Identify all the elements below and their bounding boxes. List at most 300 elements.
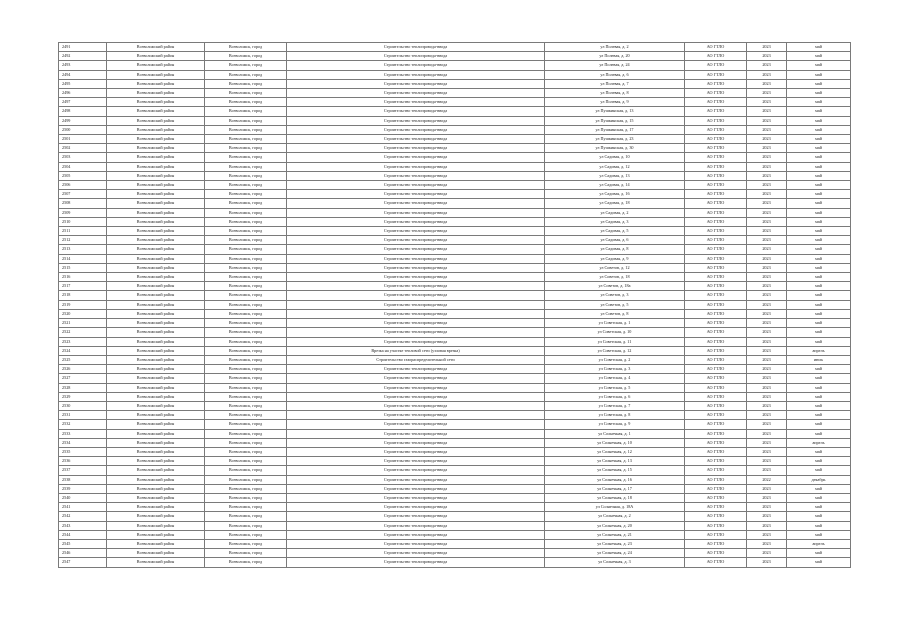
month-cell: апрель xyxy=(787,539,851,548)
row-number-cell: 2522 xyxy=(59,328,107,337)
district-cell: Всеволожский район xyxy=(107,355,205,364)
district-cell: Всеволожский район xyxy=(107,217,205,226)
locality-cell: Всеволожск, город xyxy=(205,457,287,466)
locality-cell: Всеволожск, город xyxy=(205,245,287,254)
year-cell: 2023 xyxy=(747,98,787,107)
address-cell: ул Пушкинская, д. 15 xyxy=(545,116,685,125)
work-type-cell: Строительство теплопровода-ввода xyxy=(287,61,545,70)
month-cell: май xyxy=(787,171,851,180)
row-number-cell: 2531 xyxy=(59,411,107,420)
row-number-cell: 2526 xyxy=(59,365,107,374)
organization-cell: АО ГТЛО xyxy=(685,263,747,272)
locality-cell: Всеволожск, город xyxy=(205,254,287,263)
address-cell: ул Солнечная, д. 15 xyxy=(545,466,685,475)
month-cell: май xyxy=(787,190,851,199)
year-cell: 2023 xyxy=(747,43,787,52)
district-cell: Всеволожский район xyxy=(107,512,205,521)
locality-cell: Всеволожск, город xyxy=(205,558,287,567)
month-cell: май xyxy=(787,300,851,309)
year-cell: 2023 xyxy=(747,411,787,420)
row-number-cell: 2529 xyxy=(59,392,107,401)
locality-cell: Всеволожск, город xyxy=(205,401,287,410)
year-cell: 2023 xyxy=(747,116,787,125)
district-cell: Всеволожский район xyxy=(107,539,205,548)
year-cell: 2023 xyxy=(747,493,787,502)
month-cell: май xyxy=(787,227,851,236)
locality-cell: Всеволожск, город xyxy=(205,282,287,291)
year-cell: 2023 xyxy=(747,254,787,263)
work-type-cell: Строительство теплопровода-ввода xyxy=(287,411,545,420)
year-cell: 2023 xyxy=(747,263,787,272)
organization-cell: АО ГТЛО xyxy=(685,438,747,447)
table-row xyxy=(59,521,851,530)
district-cell: Всеволожский район xyxy=(107,181,205,190)
organization-cell: АО ГТЛО xyxy=(685,558,747,567)
work-type-cell: Строительство теплопровода-ввода xyxy=(287,199,545,208)
address-cell: ул Солнечная, д. 24 xyxy=(545,549,685,558)
work-type-cell: Строительство теплопровода-ввода xyxy=(287,365,545,374)
address-cell: ул Садовая, д. 12 xyxy=(545,162,685,171)
work-type-cell: Строительство теплопровода-ввода xyxy=(287,135,545,144)
work-type-cell: Строительство теплопровода-ввода xyxy=(287,420,545,429)
year-cell: 2023 xyxy=(747,107,787,116)
district-cell: Всеволожский район xyxy=(107,521,205,530)
locality-cell: Всеволожск, город xyxy=(205,181,287,190)
year-cell: 2023 xyxy=(747,438,787,447)
address-cell: ул Солнечная, д. 2 xyxy=(545,512,685,521)
organization-cell: АО ГТЛО xyxy=(685,493,747,502)
row-number-cell: 2504 xyxy=(59,162,107,171)
table-row xyxy=(59,61,851,70)
organization-cell: АО ГТЛО xyxy=(685,181,747,190)
address-cell: ул Садовая, д. 3 xyxy=(545,217,685,226)
organization-cell: АО ГТЛО xyxy=(685,447,747,456)
month-cell: май xyxy=(787,484,851,493)
locality-cell: Всеволожск, город xyxy=(205,144,287,153)
month-cell: май xyxy=(787,70,851,79)
locality-cell: Всеволожск, город xyxy=(205,79,287,88)
locality-cell: Всеволожск, город xyxy=(205,521,287,530)
locality-cell: Всеволожск, город xyxy=(205,539,287,548)
address-cell: ул Солнечная, д. 18А xyxy=(545,503,685,512)
address-cell: ул Садовая, д. 5 xyxy=(545,227,685,236)
work-type-cell: Строительство теплопровода-ввода xyxy=(287,254,545,263)
organization-cell: АО ГТЛО xyxy=(685,43,747,52)
year-cell: 2023 xyxy=(747,144,787,153)
year-cell: 2023 xyxy=(747,300,787,309)
table-row xyxy=(59,79,851,88)
table-row xyxy=(59,52,851,61)
organization-cell: АО ГТЛО xyxy=(685,392,747,401)
work-type-cell: Строительство теплопровода-ввода xyxy=(287,374,545,383)
address-cell: ул Полевая, д. 6 xyxy=(545,70,685,79)
address-cell: ул Полевая, д. 9 xyxy=(545,98,685,107)
year-cell: 2023 xyxy=(747,79,787,88)
year-cell: 2023 xyxy=(747,52,787,61)
locality-cell: Всеволожск, город xyxy=(205,512,287,521)
work-type-cell: Строительство теплопровода-ввода xyxy=(287,539,545,548)
work-type-cell: Строительство теплопровода-ввода xyxy=(287,153,545,162)
year-cell: 2023 xyxy=(747,355,787,364)
locality-cell: Всеволожск, город xyxy=(205,300,287,309)
year-cell: 2023 xyxy=(747,457,787,466)
organization-cell: АО ГТЛО xyxy=(685,291,747,300)
year-cell: 2023 xyxy=(747,429,787,438)
row-number-cell: 2505 xyxy=(59,171,107,180)
work-type-cell: Строительство теплопровода-ввода xyxy=(287,52,545,61)
address-cell: ул Полевая, д. 20 xyxy=(545,52,685,61)
organization-cell: АО ГТЛО xyxy=(685,309,747,318)
year-cell: 2023 xyxy=(747,245,787,254)
address-cell: ул Садовая, д. 14 xyxy=(545,181,685,190)
address-cell: ул Советская, д. 7 xyxy=(545,401,685,410)
row-number-cell: 2509 xyxy=(59,208,107,217)
month-cell: май xyxy=(787,52,851,61)
table-row xyxy=(59,263,851,272)
work-type-cell: Строительство теплопровода-ввода xyxy=(287,116,545,125)
district-cell: Всеволожский район xyxy=(107,346,205,355)
year-cell: 2023 xyxy=(747,227,787,236)
organization-cell: АО ГТЛО xyxy=(685,116,747,125)
address-cell: ул Советская, д. 3 xyxy=(545,365,685,374)
organization-cell: АО ГТЛО xyxy=(685,79,747,88)
locality-cell: Всеволожск, город xyxy=(205,107,287,116)
work-type-cell: Строительство теплопровода-ввода xyxy=(287,227,545,236)
row-number-cell: 2534 xyxy=(59,438,107,447)
district-cell: Всеволожский район xyxy=(107,273,205,282)
month-cell: май xyxy=(787,383,851,392)
address-cell: ул Полевая, д. 24 xyxy=(545,61,685,70)
year-cell: 2023 xyxy=(747,319,787,328)
month-cell: май xyxy=(787,236,851,245)
district-cell: Всеволожский район xyxy=(107,153,205,162)
locality-cell: Всеволожск, город xyxy=(205,411,287,420)
work-type-cell: Строительство теплопровода-ввода xyxy=(287,457,545,466)
row-number-cell: 2546 xyxy=(59,549,107,558)
table-row xyxy=(59,493,851,502)
locality-cell: Всеволожск, город xyxy=(205,549,287,558)
organization-cell: АО ГТЛО xyxy=(685,484,747,493)
year-cell: 2023 xyxy=(747,282,787,291)
table-row xyxy=(59,236,851,245)
locality-cell: Всеволожск, город xyxy=(205,346,287,355)
district-cell: Всеволожский район xyxy=(107,558,205,567)
address-cell: ул Солнечная, д. 3 xyxy=(545,558,685,567)
month-cell: май xyxy=(787,319,851,328)
organization-cell: АО ГТЛО xyxy=(685,171,747,180)
table-row xyxy=(59,438,851,447)
month-cell: май xyxy=(787,135,851,144)
month-cell: май xyxy=(787,466,851,475)
address-cell: ул Солнечная, д. 21 xyxy=(545,530,685,539)
row-number-cell: 2516 xyxy=(59,273,107,282)
work-type-cell: Строительство теплопровода-ввода xyxy=(287,125,545,134)
year-cell: 2023 xyxy=(747,447,787,456)
month-cell: май xyxy=(787,199,851,208)
address-cell: ул Полевая, д. 8 xyxy=(545,89,685,98)
district-cell: Всеволожский район xyxy=(107,503,205,512)
address-cell: ул Солнечная, д. 1 xyxy=(545,429,685,438)
year-cell: 2023 xyxy=(747,383,787,392)
district-cell: Всеволожский район xyxy=(107,70,205,79)
locality-cell: Всеволожск, город xyxy=(205,438,287,447)
month-cell: май xyxy=(787,521,851,530)
address-cell: ул Солнечная, д. 16 xyxy=(545,475,685,484)
table-row xyxy=(59,549,851,558)
table-row xyxy=(59,217,851,226)
month-cell: май xyxy=(787,411,851,420)
organization-cell: АО ГТЛО xyxy=(685,401,747,410)
organization-cell: АО ГТЛО xyxy=(685,135,747,144)
table-row xyxy=(59,254,851,263)
row-number-cell: 2493 xyxy=(59,61,107,70)
table-row xyxy=(59,365,851,374)
locality-cell: Всеволожск, город xyxy=(205,199,287,208)
address-cell: ул Полевая, д. 2 xyxy=(545,43,685,52)
table-row xyxy=(59,135,851,144)
table-row xyxy=(59,282,851,291)
locality-cell: Всеволожск, город xyxy=(205,319,287,328)
table-row xyxy=(59,328,851,337)
table-row xyxy=(59,429,851,438)
address-cell: ул Советов, д. 3 xyxy=(545,291,685,300)
district-cell: Всеволожский район xyxy=(107,429,205,438)
district-cell: Всеволожский район xyxy=(107,392,205,401)
row-number-cell: 2541 xyxy=(59,503,107,512)
organization-cell: АО ГТЛО xyxy=(685,52,747,61)
organization-cell: АО ГТЛО xyxy=(685,328,747,337)
year-cell: 2022 xyxy=(747,475,787,484)
table-row xyxy=(59,503,851,512)
address-cell: ул Советская, д. 1 xyxy=(545,319,685,328)
year-cell: 2023 xyxy=(747,420,787,429)
row-number-cell: 2508 xyxy=(59,199,107,208)
organization-cell: АО ГТЛО xyxy=(685,383,747,392)
locality-cell: Всеволожск, город xyxy=(205,208,287,217)
year-cell: 2023 xyxy=(747,181,787,190)
year-cell: 2023 xyxy=(747,539,787,548)
district-cell: Всеволожский район xyxy=(107,199,205,208)
year-cell: 2023 xyxy=(747,199,787,208)
organization-cell: АО ГТЛО xyxy=(685,355,747,364)
row-number-cell: 2491 xyxy=(59,43,107,52)
district-cell: Всеволожский район xyxy=(107,401,205,410)
table-row xyxy=(59,484,851,493)
address-cell: ул Советская, д. 9 xyxy=(545,420,685,429)
row-number-cell: 2498 xyxy=(59,107,107,116)
district-cell: Всеволожский район xyxy=(107,236,205,245)
year-cell: 2023 xyxy=(747,530,787,539)
organization-cell: АО ГТЛО xyxy=(685,227,747,236)
locality-cell: Всеволожск, город xyxy=(205,70,287,79)
organization-cell: АО ГТЛО xyxy=(685,521,747,530)
district-cell: Всеволожский район xyxy=(107,52,205,61)
organization-cell: АО ГТЛО xyxy=(685,429,747,438)
locality-cell: Всеволожск, город xyxy=(205,466,287,475)
district-cell: Всеволожский район xyxy=(107,98,205,107)
district-cell: Всеволожский район xyxy=(107,89,205,98)
work-type-cell: Строительство теплопровода-ввода xyxy=(287,337,545,346)
address-cell: ул Советская, д. 12 xyxy=(545,346,685,355)
table-row xyxy=(59,171,851,180)
organization-cell: АО ГТЛО xyxy=(685,190,747,199)
organization-cell: АО ГТЛО xyxy=(685,337,747,346)
district-cell: Всеволожский район xyxy=(107,438,205,447)
row-number-cell: 2510 xyxy=(59,217,107,226)
table-row xyxy=(59,300,851,309)
document-page xyxy=(58,42,850,568)
table-row xyxy=(59,392,851,401)
organization-cell: АО ГТЛО xyxy=(685,162,747,171)
organization-cell: АО ГТЛО xyxy=(685,420,747,429)
row-number-cell: 2537 xyxy=(59,466,107,475)
work-type-cell: Строительство теплопровода-ввода xyxy=(287,282,545,291)
table-row xyxy=(59,153,851,162)
locality-cell: Всеволожск, город xyxy=(205,171,287,180)
month-cell: май xyxy=(787,43,851,52)
work-type-cell: Строительство теплопровода-ввода xyxy=(287,263,545,272)
work-type-cell: Строительство теплопровода-ввода xyxy=(287,530,545,539)
year-cell: 2023 xyxy=(747,171,787,180)
row-number-cell: 2538 xyxy=(59,475,107,484)
row-number-cell: 2527 xyxy=(59,374,107,383)
work-type-cell: Строительство теплопровода-ввода xyxy=(287,401,545,410)
work-type-cell: Строительство теплопровода-ввода xyxy=(287,475,545,484)
table-row xyxy=(59,70,851,79)
table-row xyxy=(59,190,851,199)
locality-cell: Всеволожск, город xyxy=(205,365,287,374)
organization-cell: АО ГТЛО xyxy=(685,98,747,107)
district-cell: Всеволожский район xyxy=(107,245,205,254)
district-cell: Всеволожский район xyxy=(107,43,205,52)
organization-cell: АО ГТЛО xyxy=(685,549,747,558)
locality-cell: Всеволожск, город xyxy=(205,89,287,98)
year-cell: 2023 xyxy=(747,291,787,300)
locality-cell: Всеволожск, город xyxy=(205,484,287,493)
district-cell: Всеволожский район xyxy=(107,208,205,217)
district-cell: Всеволожский район xyxy=(107,493,205,502)
table-row xyxy=(59,355,851,364)
table-row xyxy=(59,43,851,52)
row-number-cell: 2532 xyxy=(59,420,107,429)
organization-cell: АО ГТЛО xyxy=(685,411,747,420)
work-type-cell: Строительство теплопровода-ввода xyxy=(287,162,545,171)
month-cell: май xyxy=(787,107,851,116)
address-cell: ул Солнечная, д. 18 xyxy=(545,493,685,502)
year-cell: 2023 xyxy=(747,61,787,70)
organization-cell: АО ГТЛО xyxy=(685,144,747,153)
year-cell: 2023 xyxy=(747,328,787,337)
address-cell: ул Советская, д. 6 xyxy=(545,392,685,401)
locality-cell: Всеволожск, город xyxy=(205,273,287,282)
district-cell: Всеволожский район xyxy=(107,411,205,420)
table-row xyxy=(59,401,851,410)
table-row xyxy=(59,558,851,567)
organization-cell: АО ГТЛО xyxy=(685,282,747,291)
address-cell: ул Садовая, д. 6 xyxy=(545,236,685,245)
organization-cell: АО ГТЛО xyxy=(685,273,747,282)
row-number-cell: 2539 xyxy=(59,484,107,493)
locality-cell: Всеволожск, город xyxy=(205,43,287,52)
table-row xyxy=(59,162,851,171)
month-cell: май xyxy=(787,401,851,410)
table-row xyxy=(59,319,851,328)
row-number-cell: 2515 xyxy=(59,263,107,272)
work-type-cell: Строительство теплопровода-ввода xyxy=(287,144,545,153)
month-cell: май xyxy=(787,291,851,300)
locality-cell: Всеволожск, город xyxy=(205,125,287,134)
district-cell: Всеволожский район xyxy=(107,254,205,263)
district-cell: Всеволожский район xyxy=(107,61,205,70)
table-row xyxy=(59,475,851,484)
row-number-cell: 2494 xyxy=(59,70,107,79)
table-row xyxy=(59,512,851,521)
work-type-cell: Строительство теплопровода-ввода xyxy=(287,549,545,558)
district-cell: Всеволожский район xyxy=(107,447,205,456)
month-cell: май xyxy=(787,61,851,70)
address-cell: ул Садовая, д. 8 xyxy=(545,245,685,254)
row-number-cell: 2525 xyxy=(59,355,107,364)
organization-cell: АО ГТЛО xyxy=(685,245,747,254)
row-number-cell: 2545 xyxy=(59,539,107,548)
work-type-cell: Строительство теплопровода-ввода xyxy=(287,291,545,300)
year-cell: 2023 xyxy=(747,337,787,346)
work-type-cell: Строительство теплопровода-ввода xyxy=(287,521,545,530)
row-number-cell: 2514 xyxy=(59,254,107,263)
work-type-cell: Строительство теплопровода-ввода xyxy=(287,309,545,318)
locality-cell: Всеволожск, город xyxy=(205,328,287,337)
month-cell: май xyxy=(787,447,851,456)
month-cell: апрель xyxy=(787,438,851,447)
address-cell: ул Пушкинская, д. 17 xyxy=(545,125,685,134)
district-cell: Всеволожский район xyxy=(107,300,205,309)
table-row xyxy=(59,181,851,190)
month-cell: май xyxy=(787,282,851,291)
address-cell: ул Пушкинская, д. 30 xyxy=(545,144,685,153)
row-number-cell: 2495 xyxy=(59,79,107,88)
year-cell: 2023 xyxy=(747,309,787,318)
table-row xyxy=(59,89,851,98)
locality-cell: Всеволожск, город xyxy=(205,162,287,171)
address-cell: ул Советов, д. 12 xyxy=(545,263,685,272)
row-number-cell: 2513 xyxy=(59,245,107,254)
district-cell: Всеволожский район xyxy=(107,309,205,318)
work-type-cell: Строительство теплопровода-ввода xyxy=(287,484,545,493)
locality-cell: Всеволожск, город xyxy=(205,374,287,383)
address-cell: ул Садовая, д. 10 xyxy=(545,153,685,162)
locality-cell: Всеволожск, город xyxy=(205,217,287,226)
organization-cell: АО ГТЛО xyxy=(685,374,747,383)
district-cell: Всеволожский район xyxy=(107,263,205,272)
organization-cell: АО ГТЛО xyxy=(685,466,747,475)
district-cell: Всеволожский район xyxy=(107,171,205,180)
year-cell: 2023 xyxy=(747,558,787,567)
table-row xyxy=(59,466,851,475)
row-number-cell: 2528 xyxy=(59,383,107,392)
locality-cell: Всеволожск, город xyxy=(205,263,287,272)
district-cell: Всеволожский район xyxy=(107,107,205,116)
month-cell: май xyxy=(787,549,851,558)
organization-cell: АО ГТЛО xyxy=(685,319,747,328)
locality-cell: Всеволожск, город xyxy=(205,309,287,318)
locality-cell: Всеволожск, город xyxy=(205,236,287,245)
month-cell: май xyxy=(787,309,851,318)
locality-cell: Всеволожск, город xyxy=(205,190,287,199)
table-row xyxy=(59,245,851,254)
work-type-cell: Строительство теплопровода-ввода xyxy=(287,466,545,475)
locality-cell: Всеволожск, город xyxy=(205,291,287,300)
work-type-cell: Строительство теплопровода-ввода xyxy=(287,493,545,502)
